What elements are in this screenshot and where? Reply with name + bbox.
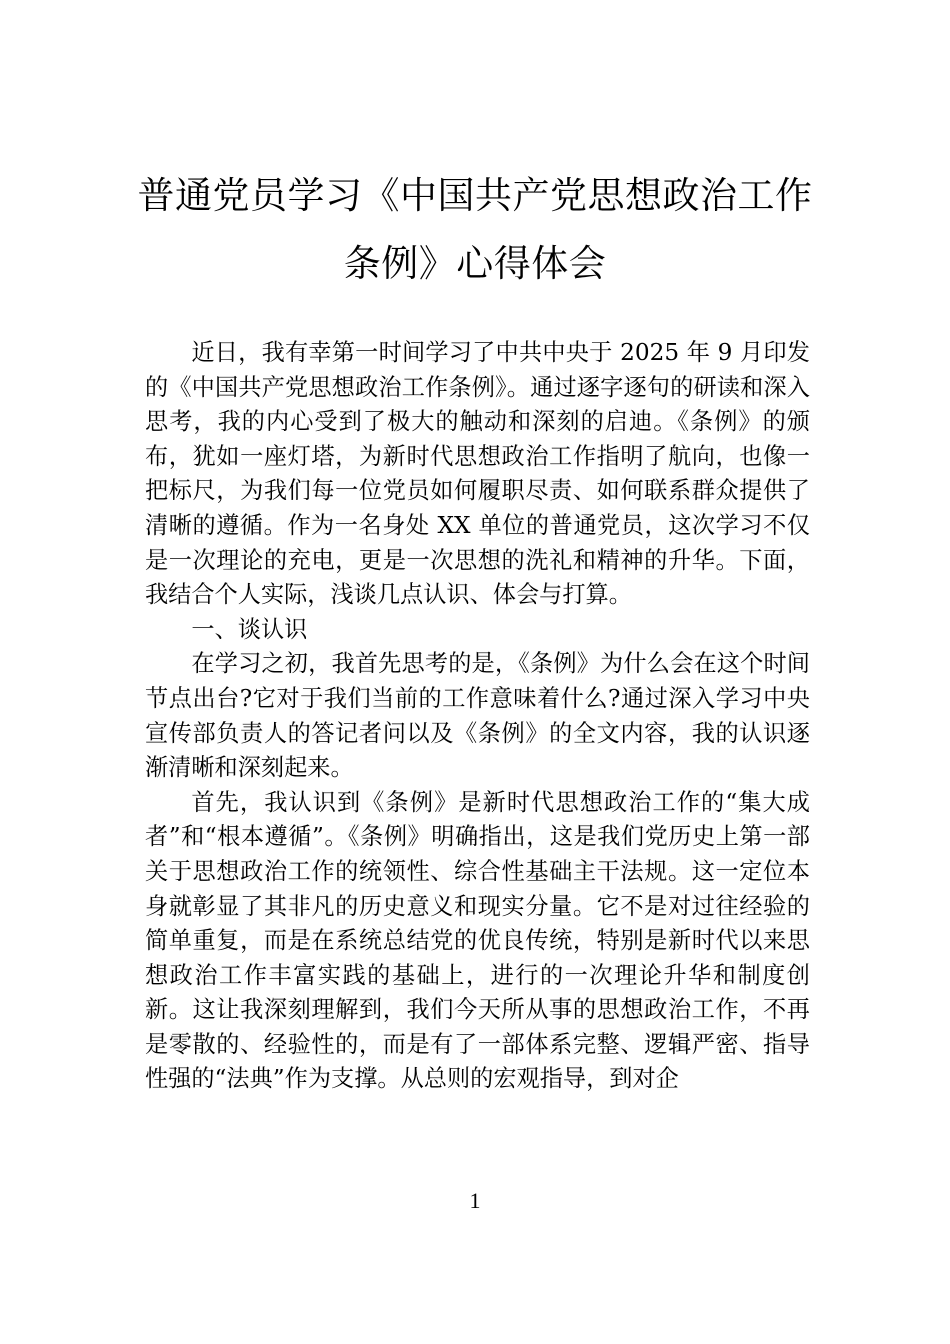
paragraph-intro: 近日，我有幸第一时间学习了中共中央于 2025 年 9 月印发的《中国共产党思想政治工作条例》。通过逐字逐句的研读和深入思考，我的内心受到了极大的触动和深刻的启迪。《条例》的颁布，犹如一座灯塔，为新时代思想政治工作指明了航向，也像一把标尺，为我们每一位党员如何履职尽责、如何联系群众提供了清晰的遵循。作为一名身处 XX 单位的普通党员，这次学习不仅是一次理论的充电，更是一次思想的洗礼和精神的升华。下面，我结合个人实际，浅谈几点认识、体会与打算。 xyxy=(145,339,810,609)
page-number: 1 xyxy=(469,1188,481,1213)
section-heading: 一、谈认识 xyxy=(191,615,308,643)
paragraph-2: 首先，我认识到《条例》是新时代思想政治工作的“集大成者”和“根本遵循”。《条例》明确指出，这是我们党历史上第一部关于思想政治工作的统领性、综合性基础主干法规。这一定位本身就彰显了其非凡的历史意义和现实分量。它不是对过往经验的简单重复，而是在系统总结党的优良传统，特别是新时代以来思想政治工作丰富实践的基础上，进行的一次理论升华和制度创新。这让我深刻理解到，我们今天所从事的思想政治工作，不再是零散的、经验性的，而是有了一部体系完整、逻辑严密、指导性强的“法典”作为支撑。从总则的宏观指导，到对企 xyxy=(145,788,810,1093)
document-title-line-2: 条例》心得体会 xyxy=(343,242,607,285)
document-body xyxy=(145,336,810,1097)
document-title-line-1: 普通党员学习《中国共产党思想政治工作 xyxy=(137,174,813,217)
paragraph-1: 在学习之初，我首先思考的是，《条例》为什么会在这个时间节点出台?它对于我们当前的工作意味着什么?通过深入学习中央宣传部负责人的答记者问以及《条例》的全文内容，我的认识逐渐清晰和深刻起来。 xyxy=(145,650,810,782)
